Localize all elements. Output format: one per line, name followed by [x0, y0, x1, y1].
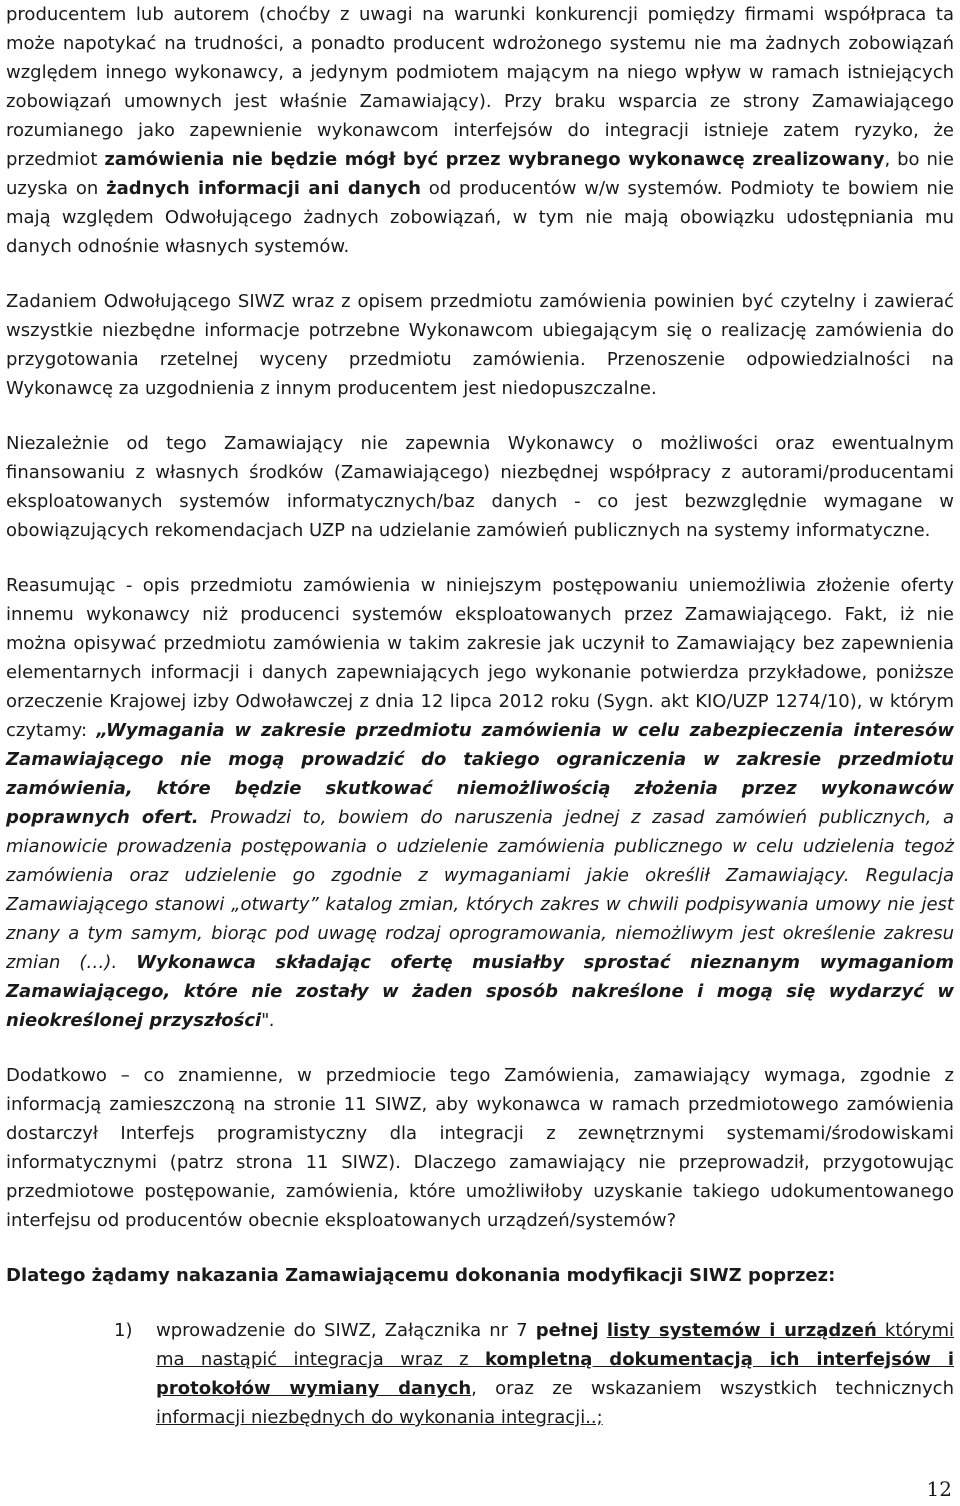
text-run: żadnych informacji ani danych	[106, 178, 421, 199]
text-run: , oraz ze wskazaniem wszystkich technicznych	[471, 1378, 954, 1399]
paragraph-1	[6, 0, 954, 261]
text-run: Dodatkowo – co znamienne, w przedmiocie tego Zamówienia, zamawiający wymaga, zgodnie z informacją zamieszczoną na stronie 11 SIWZ, aby wykonawca w ramach przedmiotowego zamówienia dostarczył Interfejs programistyczny dla integracji z zewnętrznymi systemami/środowiskami informatycznymi (patrz strona 11 SIWZ). Dlaczego zamawiający nie przeprowadził, przygotowując przedmiotowe postępowanie, zamówienia, które umożliwiłoby uzyskanie takiego udokumentowanego interfejsu od producentów obecnie eksploatowanych urządzeń/systemów?	[6, 1065, 954, 1231]
paragraph-4	[6, 571, 954, 1035]
page-number: 12	[926, 1477, 952, 1501]
text-run: „Wymagania w zakresie przedmiotu zamówienia w celu zabezpieczenia interesów Zamawiającego nie mogą prowadzić do takiego ograniczenia w zakresie przedmiotu zamówienia, które będzie skutkować niemożliwością złożenia przez wykonawców poprawnych ofert.	[6, 720, 954, 828]
paragraph-2	[6, 287, 954, 403]
text-run: ".	[261, 1010, 276, 1031]
text-run: wprowadzenie do SIWZ, Załącznika nr 7	[156, 1320, 536, 1341]
text-run: Prowadzi to, bowiem do naruszenia jednej z zasad zamówień publicznych, a mianowicie prowadzenia postępowania o udzielenie zamówienia publicznego w celu udzielenia tegoż zamówienia oraz udzielenie go zgodnie z wymaganiami jakie określił Zamawiający. Regulacja Zamawiającego stanowi „otwarty” katalog zmian, których zakres w chwili podpisywania umowy nie jest znany a tym samym, biorąc pod uwagę rodzaj oprogramowania, niemożliwym jest określenie zakresu zmian (…).	[6, 807, 954, 973]
text-run: , bo nie uzyska on	[6, 149, 954, 199]
list-item	[6, 1316, 954, 1432]
text-run: kompletną dokumentacją ich interfejsów i protokołów wymiany danych	[156, 1349, 954, 1399]
request-heading: Dlatego żądamy nakazania Zamawiającemu dokonania modyfikacji SIWZ poprzez:	[6, 1265, 836, 1286]
document-page	[6, 0, 954, 1432]
text-run: Zadaniem Odwołującego SIWZ wraz z opisem przedmiotu zamówienia powinien być czytelny i zawierać wszystkie niezbędne informacje potrzebne Wykonawcom ubiegającym się o realizację zamówienia do przygotowania rzetelnej wyceny przedmiotu zamówienia. Przenoszenie odpowiedzialności na Wykonawcę za uzgodnienia z innym producentem jest niedopuszczalne.	[6, 291, 954, 399]
text-run: informacji niezbędnych do wykonania integracji..;	[156, 1407, 603, 1428]
text-run: Wykonawca składając ofertę musiałby sprostać nieznanym wymaganiom Zamawiającego, które nie zostały w żaden sposób nakreślone i mogą się wydarzyć w nieokreślonej przyszłości	[6, 952, 954, 1031]
text-run: pełnej	[535, 1320, 599, 1341]
paragraph-3	[6, 429, 954, 545]
text-run: zamówienia nie będzie mógł być przez wybranego wykonawcę zrealizowany	[104, 149, 885, 170]
text-run: od producentów w/w systemów. Podmioty te bowiem nie mają względem Odwołującego żadnych zobowiązań, w tym nie mają obowiązku udostępniania mu danych odnośnie własnych systemów.	[6, 178, 954, 257]
text-run: Reasumując - opis przedmiotu zamówienia w niniejszym postępowaniu uniemożliwia złożenie oferty innemu wykonawcy niż producenci systemów eksploatowanych przez Zamawiającego. Fakt, iż nie można opisywać przedmiotu zamówienia w takim zakresie jak uczynił to Zamawiający bez zapewnienia elementarnych informacji i danych zapewniających jego wykonanie potwierdza przykładowe, poniższe orzeczenie Krajowej izby Odwoławczej z dnia 12 lipca 2012 roku (Sygn. akt KIO/UZP 1274/10), w którym czytamy:	[6, 575, 954, 741]
list-item-number: 1)	[114, 1320, 133, 1341]
text-run: listy systemów i urządzeń	[606, 1320, 877, 1341]
request-list	[6, 1316, 954, 1432]
text-run: Niezależnie od tego Zamawiający nie zapewnia Wykonawcy o możliwości oraz ewentualnym finansowaniu z własnych środków (Zamawiającego) niezbędnej współpracy z autorami/producentami eksploatowanych systemów informatycznych/baz danych - co jest bezwzględnie wymagane w obowiązujących rekomendacjach UZP na udzielanie zamówień publicznych na systemy informatyczne.	[6, 433, 954, 541]
text-run	[877, 1320, 885, 1341]
text-run	[599, 1320, 607, 1341]
text-run: producentem lub autorem (choćby z uwagi na warunki konkurencji pomiędzy firmami współpraca ta może napotykać na trudności, a ponadto producent wdrożonego systemu nie ma żadnych zobowiązań względem innego wykonawcy, a jedynym podmiotem mającym na niego wpływ w ramach istniejących zobowiązań umownych jest właśnie Zamawiający). Przy braku wsparcia ze strony Zamawiającego rozumianego jako zapewnienie wykonawcom interfejsów do integracji istnieje zatem ryzyko, że przedmiot	[6, 4, 954, 170]
paragraph-5	[6, 1061, 954, 1235]
list-item-text	[156, 1316, 954, 1432]
text-run: którymi ma nastąpić integracja wraz z	[156, 1320, 954, 1370]
